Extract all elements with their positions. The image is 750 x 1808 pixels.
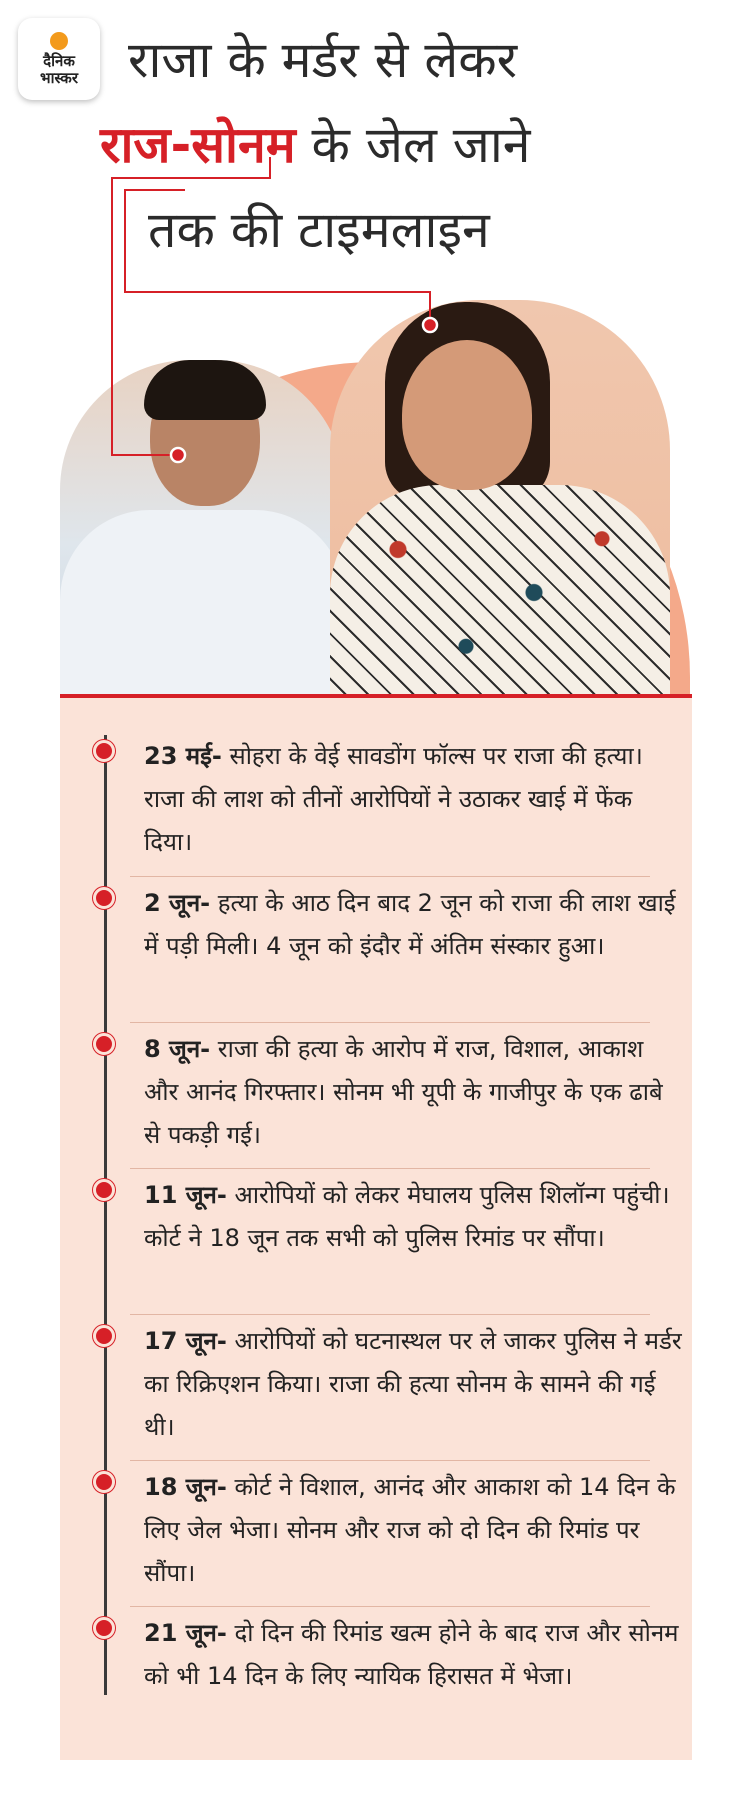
timeline-dot [93, 1471, 115, 1493]
timeline-date: 21 जून- [144, 1619, 227, 1647]
sun-icon [50, 32, 68, 50]
timeline-description: आरोपियों को घटनास्थल पर ले जाकर पुलिस ने मर्डर का रिक्रिएशन किया। राजा की हत्या सोनम के सामने की गई थी। [144, 1327, 682, 1441]
headline-highlight: राज-सोनम [100, 116, 296, 174]
timeline-text [144, 1612, 684, 1698]
timeline-separator [130, 1314, 650, 1315]
timeline-separator [130, 1168, 650, 1169]
timeline-text [144, 1466, 684, 1595]
timeline-text [144, 1028, 684, 1157]
logo-line-1: दैनिक [43, 51, 75, 70]
timeline-dot [93, 1179, 115, 1201]
timeline-dot [93, 740, 115, 762]
timeline-text [144, 1320, 684, 1449]
timeline-description: हत्या के आठ दिन बाद 2 जून को राजा की लाश खाई में पड़ी मिली। 4 जून को इंदौर में अंतिम संस्कार हुआ। [144, 889, 676, 960]
timeline-description: राजा की हत्या के आरोप में राज, विशाल, आकाश और आनंद गिरफ्तार। सोनम भी यूपी के गाजीपुर के एक ढाबे से पकड़ी गई। [144, 1035, 663, 1149]
timeline-date: 18 जून- [144, 1473, 227, 1501]
timeline-separator [130, 1022, 650, 1023]
timeline-separator [130, 1460, 650, 1461]
timeline-text [144, 882, 684, 968]
timeline-description: आरोपियों को लेकर मेघालय पुलिस शिलॉन्ग पहुंची। कोर्ट ने 18 जून तक सभी को पुलिस रिमांड पर सौंपा। [144, 1181, 670, 1252]
timeline-date: 23 मई- [144, 742, 222, 770]
timeline-dot [93, 1033, 115, 1055]
photo-sonam [330, 300, 670, 695]
timeline-dot [93, 887, 115, 909]
timeline-separator [130, 876, 650, 877]
headline-line-2 [100, 113, 531, 177]
photo-raj [60, 360, 345, 695]
timeline-description: कोर्ट ने विशाल, आनंद और आकाश को 14 दिन के लिए जेल भेजा। सोनम और राज को दो दिन की रिमांड पर सौंपा। [144, 1473, 676, 1587]
timeline-date: 2 जून- [144, 889, 211, 917]
timeline-text [144, 1174, 684, 1260]
timeline-date: 8 जून- [144, 1035, 211, 1063]
timeline-description: दो दिन की रिमांड खत्म होने के बाद राज और सोनम को भी 14 दिन के लिए न्यायिक हिरासत में भेजा। [144, 1619, 679, 1690]
dainik-bhaskar-logo [18, 18, 100, 100]
timeline-separator [130, 1606, 650, 1607]
headline-line-1: राजा के मर्डर से लेकर [128, 31, 518, 89]
logo-line-2: भास्कर [40, 68, 78, 87]
headline-line-2-rest: के जेल जाने [295, 116, 531, 174]
timeline-date: 11 जून- [144, 1181, 227, 1209]
timeline-dot [93, 1617, 115, 1639]
timeline-text [144, 735, 684, 864]
timeline-dot [93, 1325, 115, 1347]
timeline-description: सोहरा के वेई सावडोंग फॉल्स पर राजा की हत्या। राजा की लाश को तीनों आरोपियों ने उठाकर खाई में फेंक दिया। [144, 742, 643, 856]
timeline-axis [104, 735, 107, 1695]
timeline-date: 17 जून- [144, 1327, 227, 1355]
headline-line-3: तक की टाइमलाइन [148, 201, 490, 259]
